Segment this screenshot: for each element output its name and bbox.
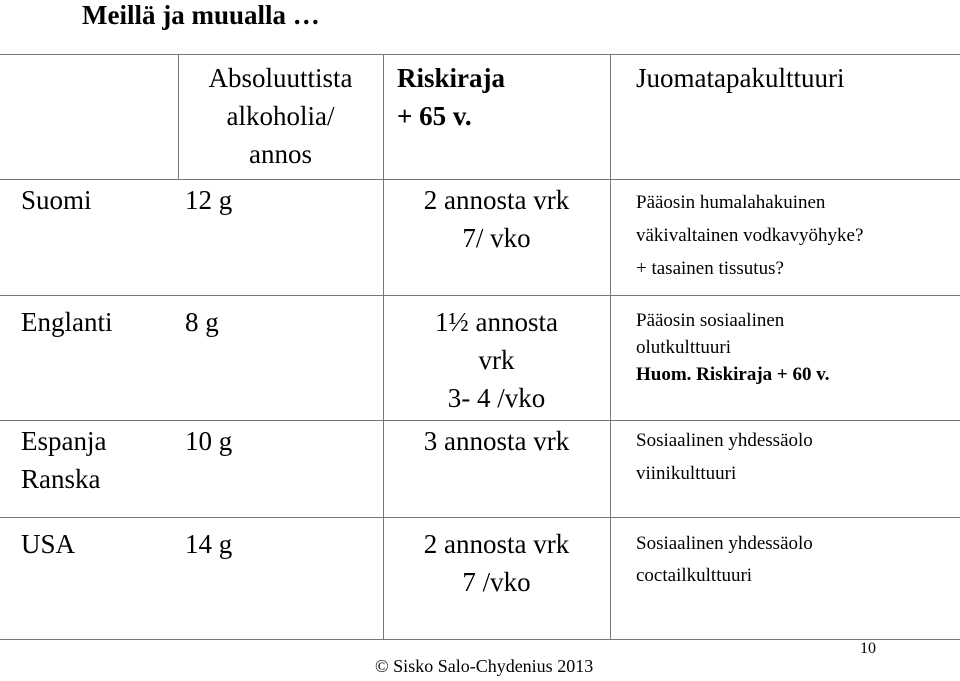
row-risk-limit: 3 annosta vrk: [423, 426, 570, 456]
row-culture: Sosiaalinen yhdessäolo coctailkulttuuri: [636, 533, 813, 586]
row-risk-limit: 1½ annosta vrk 3- 4 /vko: [435, 307, 558, 413]
row-culture: Sosiaalinen yhdessäolo viinikulttuuri: [636, 430, 813, 484]
row-country-finland: Suomi: [21, 185, 92, 215]
header-risk-limit: Riskiraja + 65 v.: [397, 63, 505, 131]
row-risk-limit: 2 annosta vrk 7 /vko: [423, 529, 570, 597]
row-amount: 14 g: [185, 529, 233, 559]
header-absolute-alcohol: Absoluuttista alkoholia/ annos: [208, 63, 353, 169]
risk-limit-note: Huom. Riskiraja + 60 v.: [636, 364, 830, 385]
table-divider: [610, 55, 611, 639]
row-country-usa: USA: [21, 529, 76, 559]
copyright-footer: © Sisko Salo-Chydenius 2013: [375, 656, 594, 676]
row-country-england: Englanti: [21, 307, 113, 337]
table-divider: [0, 179, 960, 180]
row-amount: 10 g: [185, 426, 233, 456]
row-amount: 8 g: [185, 307, 219, 337]
row-country-spain-france: Espanja Ranska: [21, 426, 107, 494]
table-divider: [0, 295, 960, 296]
header-drinking-culture: Juomatapakulttuuri: [636, 63, 845, 93]
table-divider: [0, 420, 960, 421]
row-risk-limit: 2 annosta vrk 7/ vko: [423, 185, 570, 253]
row-culture: Pääosin sosiaalinen olutkulttuuri Huom. Riskiraja + 60 v.: [636, 307, 829, 388]
page-number: 10: [860, 640, 876, 657]
row-amount: 12 g: [185, 185, 233, 215]
page-title: Meillä ja muualla …: [82, 0, 320, 30]
table-divider: [0, 517, 960, 518]
row-culture: Pääosin humalahakuinen väkivaltainen vodkavyöhyke? + tasainen tissutus?: [636, 192, 864, 279]
